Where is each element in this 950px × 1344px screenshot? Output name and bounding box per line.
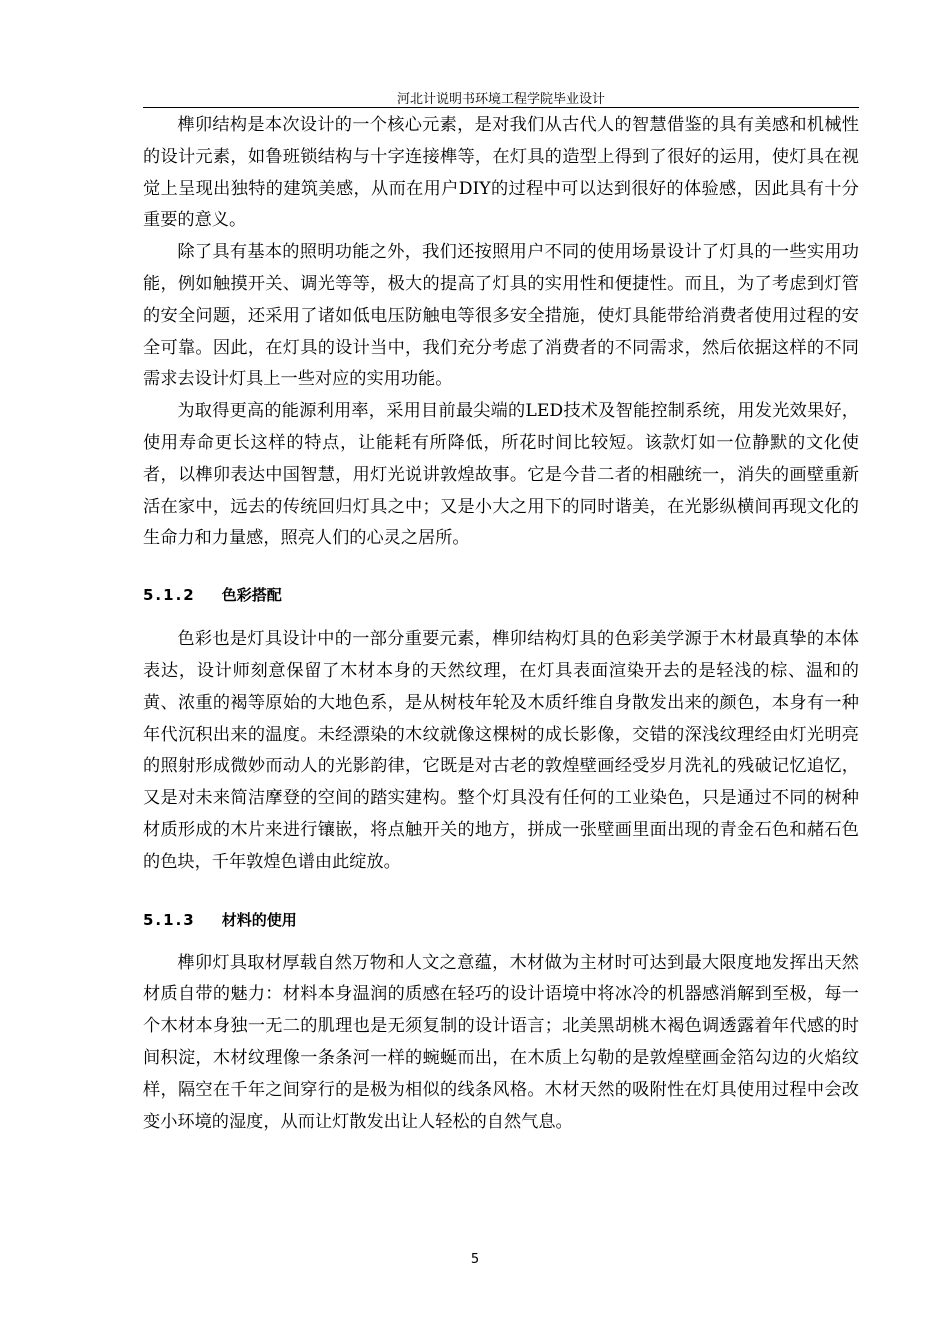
section-title: 色彩搭配 [221, 586, 282, 605]
running-header: 河北计说明书环境工程学院毕业设计 [396, 92, 605, 107]
section-heading-color [143, 585, 859, 605]
paragraph-mortise-tenon: 榫卯结构是本次设计的一个核心元素，是对我们从古代人的智慧借鉴的具有美感和机械性的设计元素，如鲁班锁结构与十字连接榫等，在灯具的造型上得到了很好的运用，使灯具在视觉上呈现出独特的建筑美感，从而在用户DIY的过程中可以达到很好的体验感，因此具有十分重要的意义。 [143, 115, 859, 231]
paragraph-functions: 除了具有基本的照明功能之外，我们还按照用户不同的使用场景设计了灯具的一些实用功能，例如触摸开关、调光等等，极大的提高了灯具的实用性和便捷性。而且，为了考虑到灯管的安全问题，还采用了诸如低电压防触电等很多安全措施，使灯具能带给消费者使用过程的安全可靠。因此，在灯具的设计当中，我们充分考虑了消费者的不同需求，然后依据这样的不同需求去设计灯具上一些对应的实用功能。 [143, 242, 859, 390]
paragraph-color: 色彩也是灯具设计中的一部分重要元素，榫卯结构灯具的色彩美学源于木材最真挚的本体表达，设计师刻意保留了木材本身的天然纹理，在灯具表面渲染开去的是轻浅的棕、温和的黄、浓重的褐等原始的大地色系，是从树枝年轮及木质纤维自身散发出来的颜色，本身有一种年代沉积出来的温度。未经漂染的木纹就像这棵树的成长影像，交错的深浅纹理经由灯光明亮的照射形成微妙而动人的光影韵律，它既是对古老的敦煌壁画经受岁月洗礼的残破记忆追忆，又是对未来简洁摩登的空间的踏实建构。整个灯具没有任何的工业染色，只是通过不同的树种材质形成的木片来进行镶嵌，将点触开关的地方，拼成一张壁画里面出现的青金石色和赭石色的色块，千年敦煌色谱由此绽放。 [143, 629, 859, 872]
paragraph-material: 榫卯灯具取材厚载自然万物和人文之意蕴，木材做为主材时可达到最大限度地发挥出天然材质自带的魅力：材料本身温润的质感在轻巧的设计语境中将冰冷的机器感消解到至极，每一个木材本身独一无二的肌理也是无须复制的设计语言；北美黑胡桃木褐色调透露着年代感的时间积淀，木材纹理像一条条河一样的蜿蜒而出，在木质上勾勒的是敦煌壁画金箔勾边的火焰纹样，隔空在千年之间穿行的是极为相似的线条风格。木材天然的吸附性在灯具使用过程中会改变小环境的湿度，从而让灯散发出让人轻松的自然气息。 [143, 952, 859, 1132]
section-heading-material [143, 910, 859, 930]
page-number: 5 [470, 1252, 480, 1267]
section-title: 材料的使用 [221, 910, 297, 929]
header-rule [143, 107, 859, 108]
page-body [143, 110, 859, 1138]
paragraph-energy: 为取得更高的能源利用率，采用目前最尖端的LED技术及智能控制系统，用发光效果好，使用寿命更长这样的特点，让能耗有所降低，所花时间比较短。该款灯如一位静默的文化使者，以榫卯表达中国智慧，用灯光说讲敦煌故事。它是今昔二者的相融统一，消失的画壁重新活在家中，远去的传统回归灯具之中；又是小大之用下的同时谐美，在光影纵横间再现文化的生命力和力量感，照亮人们的心灵之居所。 [143, 401, 859, 549]
section-number: 5.1.3 [143, 910, 196, 929]
section-number: 5.1.2 [143, 586, 196, 605]
